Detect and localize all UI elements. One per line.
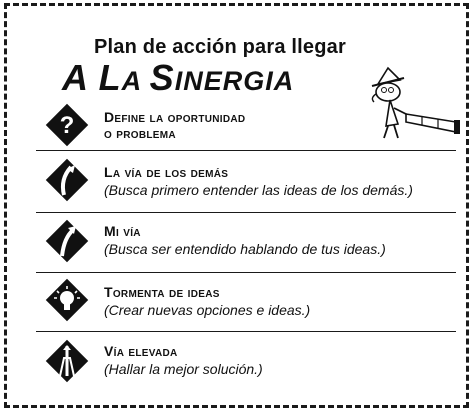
step-description: (Busca primero entender las ideas de los demás.): [104, 182, 413, 198]
step-brainstorm: [0, 275, 473, 335]
title-word-sinergia-initial: S: [149, 57, 175, 98]
divider: [36, 212, 456, 213]
step-define-problem: [0, 100, 473, 160]
title-word-sinergia-rest: INERGIA: [174, 66, 295, 96]
title-word-a: A: [62, 57, 99, 98]
step-description: (Busca ser entendido hablando de tus ideas.): [104, 241, 386, 257]
plan-subtitle: Plan de acción para llegar: [94, 36, 346, 58]
divider: [36, 272, 456, 273]
step-high-road: [0, 336, 473, 396]
title-word-la-initial: L: [98, 57, 122, 98]
step-title-line1: Define la oportunidad: [104, 109, 246, 125]
step-title: Vía elevada: [104, 343, 178, 359]
step-title-line2: o problema: [104, 125, 176, 141]
divider: [36, 150, 456, 151]
page-title: [62, 57, 294, 99]
curved-road-icon: [42, 155, 92, 205]
step-description: (Hallar la mejor solución.): [104, 361, 263, 377]
step-title: Mi vía: [104, 223, 141, 239]
question-icon: [42, 100, 92, 150]
svg-text:?: ?: [59, 112, 75, 139]
step-description: (Crear nuevas opciones e ideas.): [104, 302, 311, 318]
title-word-la-rest: A: [121, 66, 150, 96]
my-road-icon: [42, 216, 92, 266]
step-title: Tormenta de ideas: [104, 284, 220, 300]
step-others-way: [0, 155, 473, 215]
step-title: La vía de los demás: [104, 164, 229, 180]
lightbulb-icon: [42, 275, 92, 325]
step-my-way: [0, 216, 473, 276]
high-road-icon: [42, 336, 92, 386]
divider: [36, 331, 456, 332]
